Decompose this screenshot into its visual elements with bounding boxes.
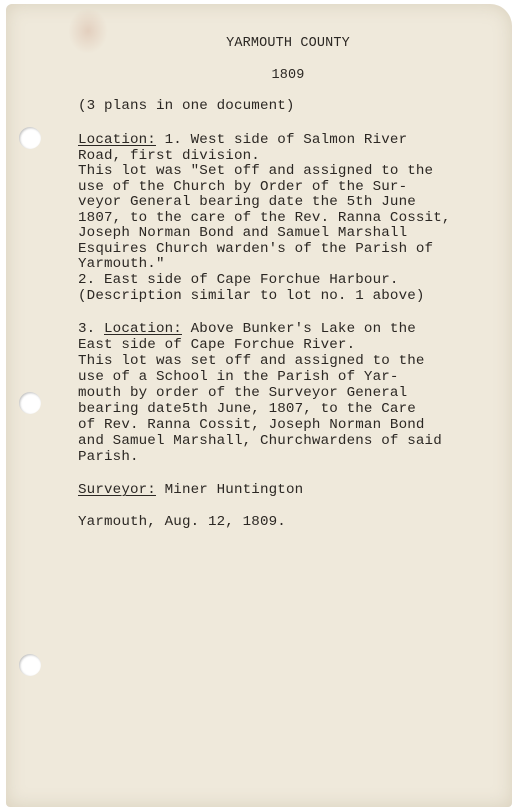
lot3-line: This lot was set off and assigned to the xyxy=(78,353,425,369)
lot3-line: of Rev. Ranna Cossit, Joseph Norman Bond xyxy=(78,417,425,433)
lot1-line: 1807, to the care of the Rev. Ranna Cossit, xyxy=(78,209,451,226)
lot1-line: This lot was "Set off and assigned to the xyxy=(78,163,434,179)
surveyor-label: Surveyor: xyxy=(78,482,156,498)
lot1-location-line xyxy=(78,133,407,148)
lot3-line: bearing date5th June, 1807, to the Care xyxy=(78,401,416,417)
lot3-line: East side of Cape Forchue River. xyxy=(78,337,356,353)
lot3-line: Parish. xyxy=(78,449,139,465)
lot1-line: use of the Church by Order of the Sur- xyxy=(78,178,408,195)
surveyor-line xyxy=(78,483,303,498)
lot3-location-line xyxy=(78,322,416,337)
lot1-location-label: Location: xyxy=(78,132,156,148)
lot1-line: veyor General bearing date the 5th June xyxy=(78,194,416,210)
punch-hole-bottom xyxy=(19,654,41,676)
lot3-location-label: Location: xyxy=(104,321,182,337)
lot3-number: 3. xyxy=(78,321,104,337)
signoff-line: Yarmouth, Aug. 12, 1809. xyxy=(78,514,286,530)
punch-hole-middle xyxy=(19,392,41,414)
lot3-line: mouth by order of the Surveyor General xyxy=(78,385,408,401)
lot3-line: use of a School in the Parish of Yar- xyxy=(78,369,399,385)
lot1-line: Joseph Norman Bond and Samuel Marshall xyxy=(78,225,408,241)
lot1-line: Road, first division. xyxy=(78,147,260,164)
surveyor-name: Miner Huntington xyxy=(155,482,304,498)
lot2-line: (Description similar to lot no. 1 above) xyxy=(78,287,425,304)
lot1-line: Esquires Church warden's of the Parish of xyxy=(78,240,434,257)
plans-note: (3 plans in one document) xyxy=(78,98,295,114)
punch-hole-top xyxy=(19,127,41,149)
lot2-line: 2. East side of Cape Forchue Harbour. xyxy=(78,272,399,288)
county-heading: YARMOUTH COUNTY xyxy=(226,36,350,51)
lot1-line: Yarmouth." xyxy=(78,256,165,272)
lot3-line: and Samuel Marshall, Churchwardens of said xyxy=(78,433,442,449)
lot1-location-text: 1. West side of Salmon River xyxy=(155,132,408,148)
year-heading: 1809 xyxy=(271,68,305,83)
lot3-location-text: Above Bunker's Lake on the xyxy=(181,321,416,337)
